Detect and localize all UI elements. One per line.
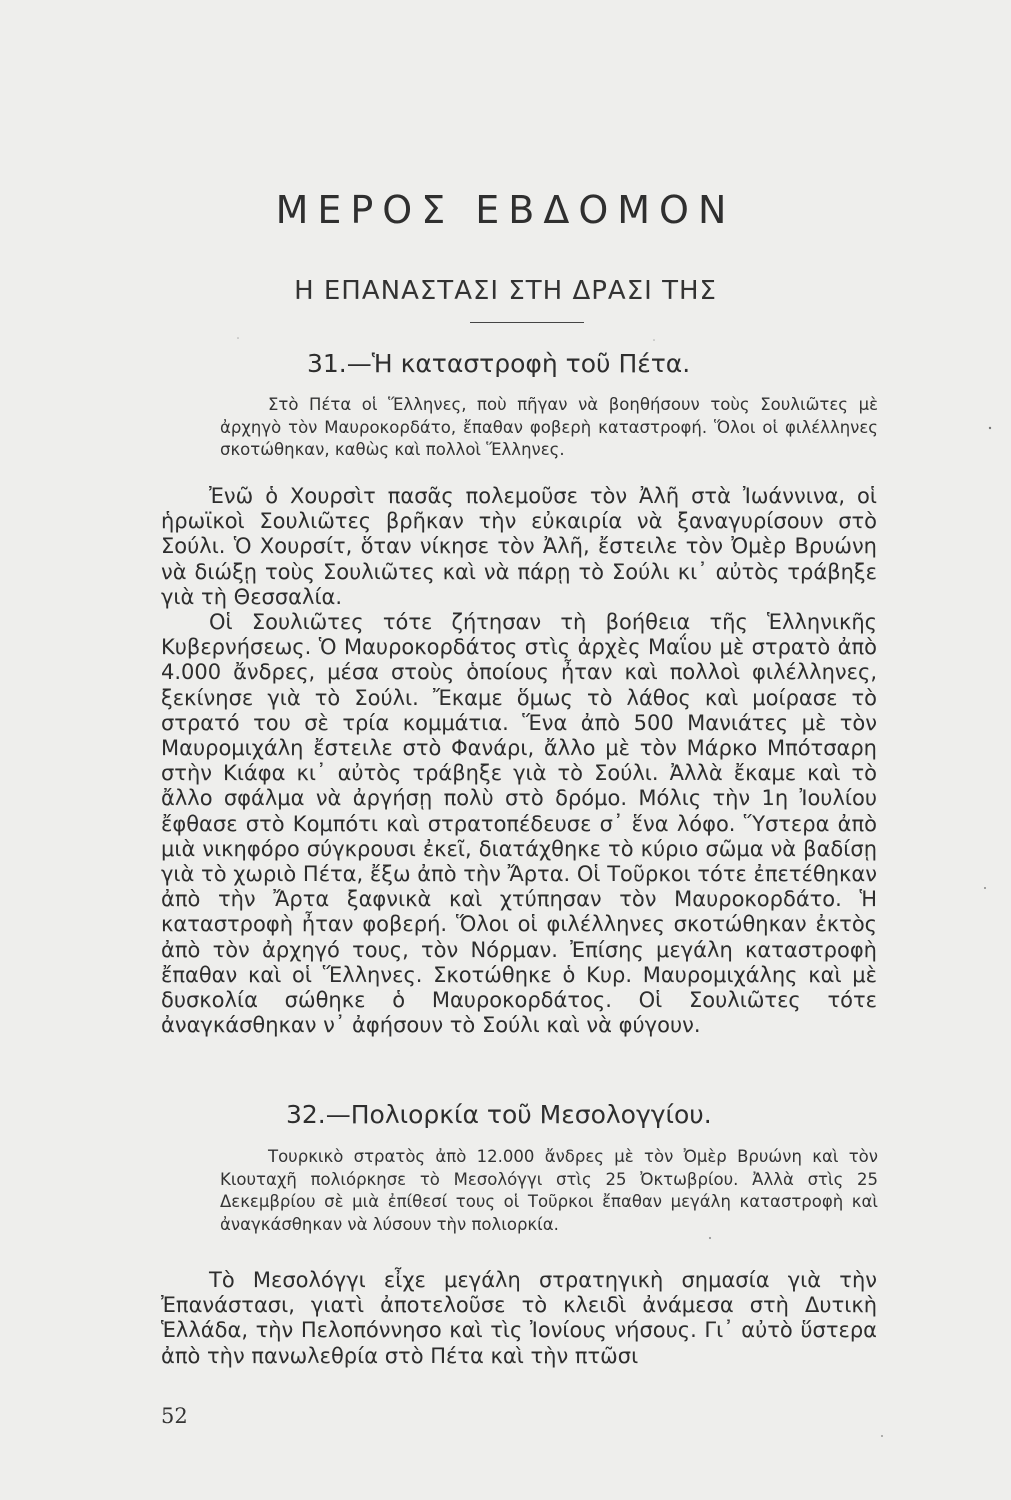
part-title: ΜΕΡΟΣ ΕΒΔΟΜΟΝ [275,188,736,232]
section-summary [220,1146,878,1236]
body-paragraph: Οἱ Σουλιῶτες τότε ζήτησαν τὴ βοήθεια τῆς Ἑλληνικῆς Κυβερνήσεως. Ὁ Μαυροκορδάτος στὶς ἀρχὲς Μαΐου μὲ στρατὸ ἀπὸ 4.000 ἄνδρες, μέσα στοὺς ὁποίους ἦταν καὶ πολλοὶ φιλέλληνες, ξεκίνησε γιὰ τὸ Σούλι. Ἔκαμε ὅμως τὸ λάθος καὶ μοίρασε τὸ στρατό του σὲ τρία κομμάτια. Ἕνα ἀπὸ 500 Μανιάτες μὲ τὸν Μαυρομιχάλη ἔστειλε στὸ Φανάρι, ἄλλο μὲ τὸν Μάρκο Μπότσαρη στὴν Κιάφα κι᾽ αὐτὸς τράβηξε γιὰ τὸ Σούλι. Ἀλλὰ ἔκαμε καὶ τὸ ἄλλο σφάλμα νὰ ἀργήσῃ πολὺ στὸ δρόμο. Μόλις τὴν 1η Ἰουλίου ἔφθασε στὸ Κομπότι καὶ στρατοπέδευσε σ᾽ ἕνα λόφο. Ὕστερα ἀπὸ μιὰ νικηφόρο σύγκρουσι ἐκεῖ, διατάχθηκε τὸ κύριο σῶμα νὰ βαδίσῃ γιὰ τὸ χωριὸ Πέτα, ἔξω ἀπὸ τὴν Ἄρτα. Οἱ Τοῦρκοι τότε ἐπετέθηκαν ἀπὸ τὴν Ἄρτα ξαφνικὰ καὶ χτύπησαν τὸν Μαυροκορδάτο. Ἡ καταστροφὴ ἦταν φοβερή. Ὅλοι οἱ φιλέλληνες σκοτώθηκαν ἐκτὸς ἀπὸ τὸν ἀρχηγό τους, τὸν Νόρμαν. Ἐπίσης μεγάλη καταστροφὴ ἔπαθαν καὶ οἱ Ἕλληνες. Σκοτώθηκε ὁ Κυρ. Μαυρομιχάλης καὶ μὲ δυσκολία σώθηκε ὁ Μαυροκορδάτος. Οἱ Σουλιῶτες τότε ἀναγκάσθηκαν ν᾽ ἀφήσουν τὸ Σούλι καὶ νὰ φύγουν. [161,610,877,1038]
body-paragraph: Τὸ Μεσολόγγι εἶχε μεγάλη στρατηγικὴ σημασία γιὰ τὴν Ἐπανάστασι, γιατὶ ἀποτελοῦσε τὸ κλειδὶ ἀνάμεσα στὴ Δυτικὴ Ἑλλάδα, τὴν Πελοπόννησο καὶ τὶς Ἰονίους νήσους. Γι᾽ αὐτὸ ὕστερα ἀπὸ τὴν πανωλεθρία στὸ Πέτα καὶ τὴν πτῶσι [161,1268,877,1368]
body-paragraph: Ἐνῶ ὁ Χουρσὶτ πασᾶς πολεμοῦσε τὸν Ἀλῆ στὰ Ἰωάννινα, οἱ ἡρωϊκοὶ Σουλιῶτες βρῆκαν τὴν εὐκαιρία νὰ ξαναγυρίσουν στὸ Σούλι. Ὁ Χουρσίτ, ὅταν νίκησε τὸν Ἀλῆ, ἔστειλε τὸν Ὀμὲρ Βρυώνη νὰ διώξῃ τοὺς Σουλιῶτες καὶ νὰ πάρῃ τὸ Σούλι κι᾽ αὐτὸς τράβηξε γιὰ τὴ Θεσσαλία. [161,484,877,609]
chapter-title: Η ΕΠΑΝΑΣΤΑΣΙ ΣΤΗ ΔΡΑΣΙ ΤΗΣ [294,276,717,306]
section-body [161,484,877,1038]
title-divider [470,322,584,323]
section-heading: 32.—Πολιορκία τοῦ Μεσολογγίου. [286,1100,712,1129]
summary-text: Τουρκικὸ στρατὸς ἀπὸ 12.000 ἄνδρες μὲ τὸν Ὀμὲρ Βρυώνη καὶ τὸν Κιουταχῆ πολιόρκησε τὸ Μεσολόγγι στὶς 25 Ὀκτωβρίου. Ἀλλὰ στὶς 25 Δεκεμβρίου σὲ μιὰ ἐπίθεσί τους οἱ Τοῦρκοι ἔπαθαν μεγάλη καταστροφὴ καὶ ἀναγκάσθηκαν νὰ λύσουν τὴν πολιορκία. [220,1147,878,1234]
section-body [161,1268,877,1369]
section-summary [220,394,878,462]
section-heading: 31.—Ἡ καταστροφὴ τοῦ Πέτα. [307,349,691,378]
page-number: 52 [161,1404,188,1428]
summary-text: Στὸ Πέτα οἱ Ἕλληνες, ποὺ πῆγαν νὰ βοηθήσουν τοὺς Σουλιῶτες μὲ ἀρχηγὸ τὸν Μαυροκορδάτο, ἔπαθαν φοβερὴ καταστροφή. Ὅλοι οἱ φιλέλληνες σκοτώθηκαν, καθὼς καὶ πολλοὶ Ἕλληνες. [220,395,878,459]
